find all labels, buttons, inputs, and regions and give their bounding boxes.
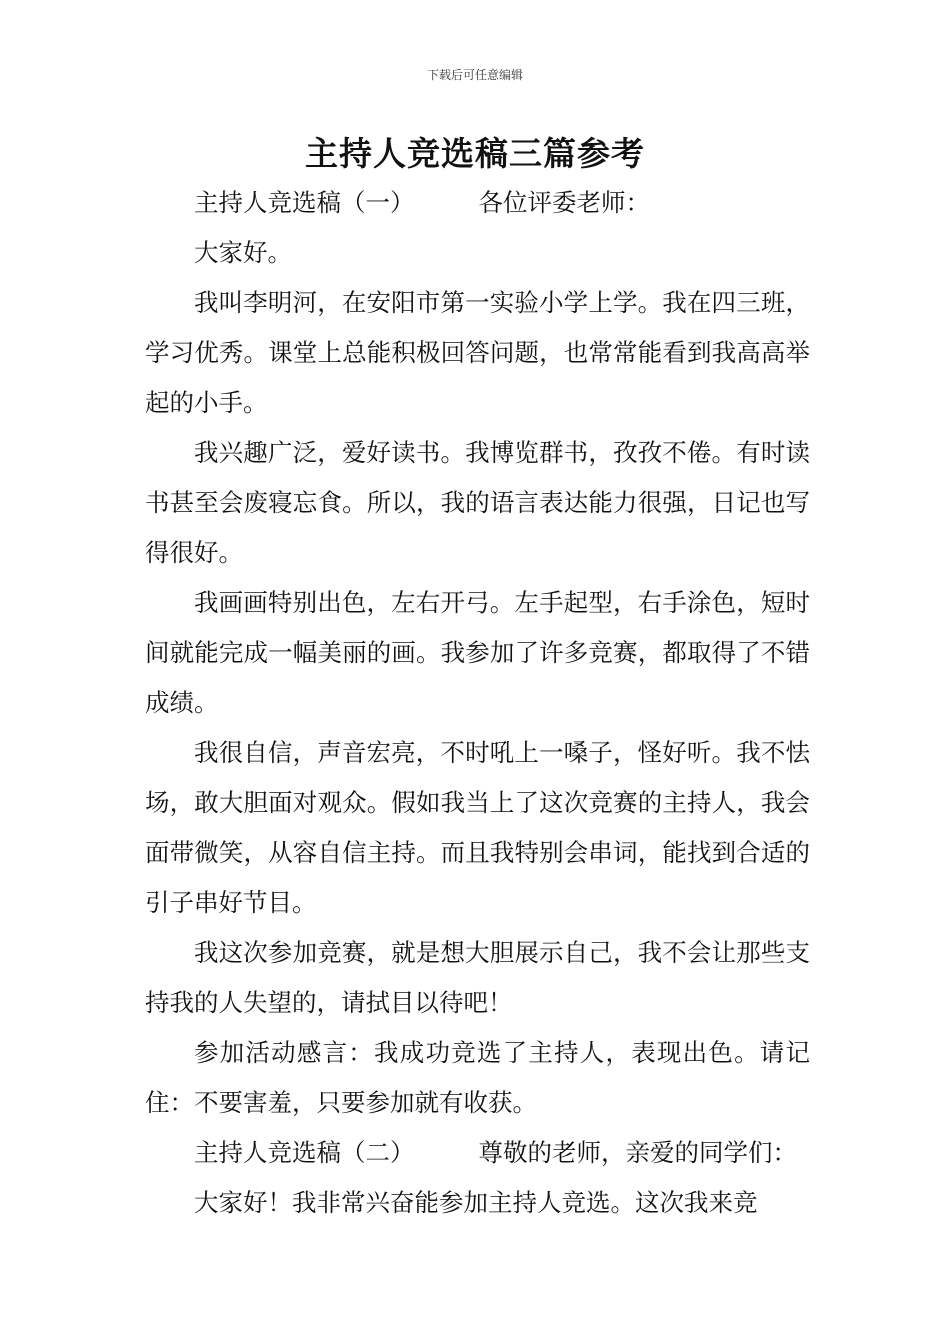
section2-heading-line	[145, 1128, 810, 1178]
section2-heading: 主持人竞选稿（二）	[194, 1138, 415, 1167]
page-title: 主持人竞选稿三篇参考	[305, 134, 645, 173]
paragraph: 我兴趣广泛，爱好读书。我博览群书，孜孜不倦。有时读书甚至会废寝忘食。所以，我的语言表达能力很强，日记也写得很好。	[145, 438, 810, 567]
paragraph: 我画画特别出色，左右开弓。左手起型，右手涂色，短时间就能完成一幅美丽的画。我参加了许多竞赛，都取得了不错成绩。	[145, 588, 810, 717]
section1-heading-line	[145, 178, 810, 228]
section2-salutation: 尊敬的老师，亲爱的同学们：	[478, 1138, 797, 1167]
header-note: 下载后可任意编辑	[426, 68, 523, 82]
section1-greeting: 大家好。	[194, 238, 292, 267]
document-body	[145, 178, 810, 1228]
paragraph: 我叫李明河，在安阳市第一实验小学上学。我在四三班，学习优秀。课堂上总能积极回答问题，也常常能看到我高高举起的小手。	[145, 288, 810, 417]
paragraph: 大家好！我非常兴奋能参加主持人竞选。这次我来竞	[194, 1188, 758, 1217]
section1-salutation: 各位评委老师：	[478, 188, 650, 217]
section1-heading: 主持人竞选稿（一）	[194, 188, 415, 217]
paragraph: 我很自信，声音宏亮，不时吼上一嗓子，怪好听。我不怯场，敢大胆面对观众。假如我当上了这次竞赛的主持人，我会面带微笑，从容自信主持。而且我特别会串词，能找到合适的引子串好节目。	[145, 738, 810, 917]
paragraph: 我这次参加竞赛，就是想大胆展示自己，我不会让那些支持我的人失望的，请拭目以待吧！	[145, 938, 810, 1017]
paragraph: 参加活动感言：我成功竞选了主持人，表现出色。请记住：不要害羞，只要参加就有收获。	[145, 1038, 810, 1117]
